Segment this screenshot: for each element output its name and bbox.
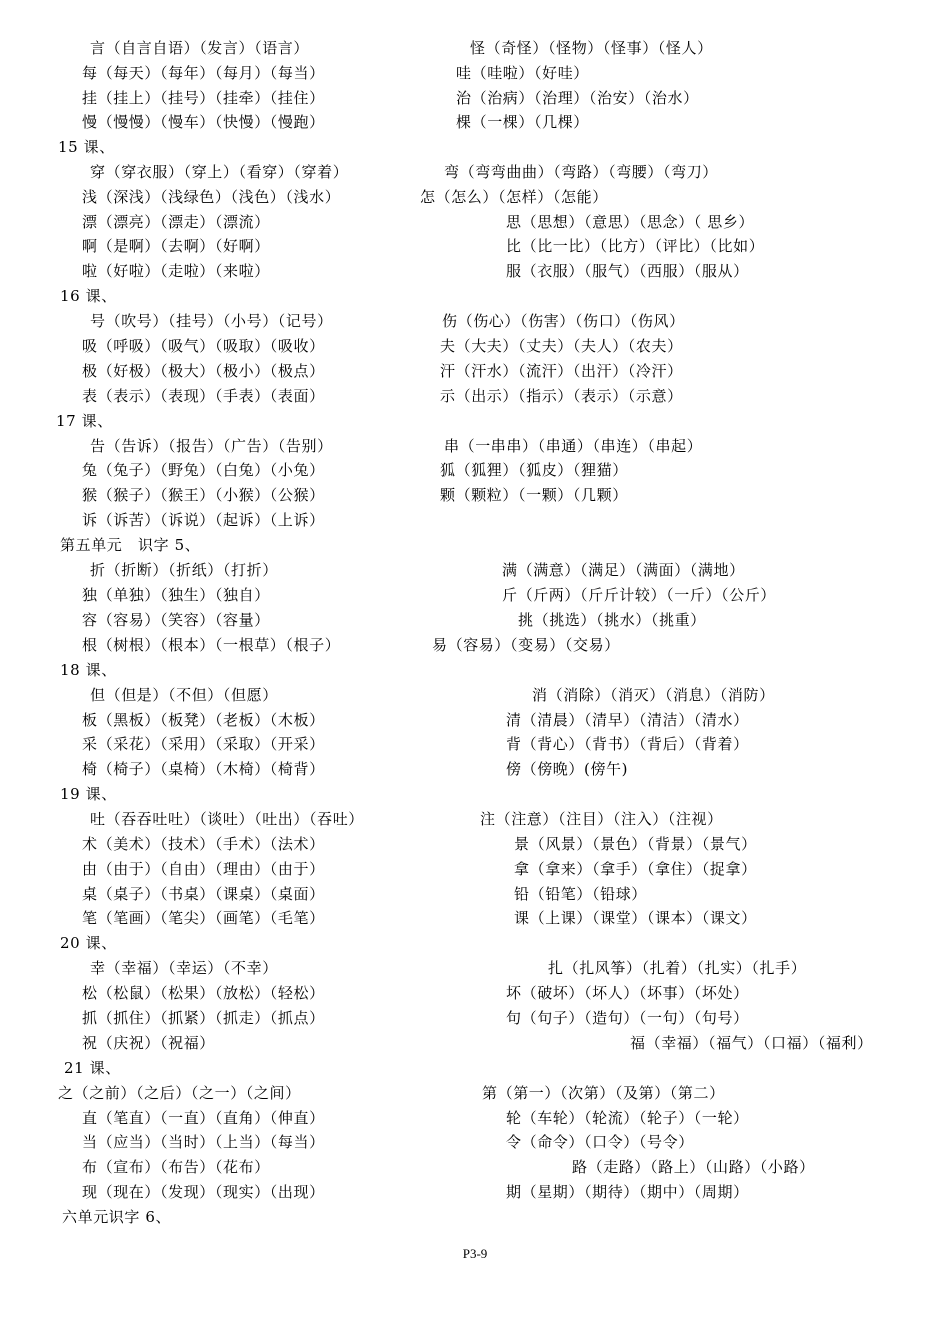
word-entry-left: 之（之前）（之后）（之一）（之间） (58, 1084, 301, 1102)
word-entry-left: 抓（抓住）（抓紧）（抓走）（抓点） (82, 1009, 325, 1027)
word-entry-right: 治（治病）（治理）（治安）（治水） (456, 89, 699, 107)
word-entry-right: 易（容易）（变易）（交易） (432, 636, 620, 654)
word-entry-left: 容（容易）（笑容）（容量） (82, 611, 270, 629)
word-entry-left: 啊（是啊）（去啊）（好啊） (82, 237, 270, 255)
word-entry-left: 兔（兔子）（野兔）（白兔）（小兔） (82, 461, 325, 479)
word-entry-right: 清（清晨）（清早）（清洁）（清水） (506, 711, 749, 729)
word-entry-right: 弯（弯弯曲曲）（弯路）（弯腰）（弯刀） (444, 163, 718, 181)
word-entry-right: 令（命令）（口令）（号令） (506, 1133, 694, 1151)
word-entry-right: 思（思想）（意思）（思念）（ 思乡） (506, 213, 755, 231)
word-entry-right: 注（注意）（注目）（注入）（注视） (480, 810, 723, 828)
word-entry-right: 傍（傍晚）(傍午) (506, 760, 629, 778)
section-heading: 15 课、 (58, 138, 115, 156)
word-entry-right: 服（衣服）（服气）（西服）（服从） (506, 262, 749, 280)
word-entry-left: 采（采花）（采用）（采取）（开采） (82, 735, 325, 753)
section-heading: 19 课、 (60, 785, 117, 803)
page-number: P3-9 (462, 1246, 488, 1261)
word-entry-right: 第（第一）（次第）（及第）（第二） (482, 1084, 725, 1102)
section-heading: 16 课、 (60, 287, 117, 305)
word-entry-left: 啦（好啦）（走啦）（来啦） (82, 262, 270, 280)
word-entry-right: 坏（破坏）（坏人）（坏事）（坏处） (506, 984, 749, 1002)
word-entry-right: 狐（狐狸）（狐皮）（狸猫） (440, 461, 628, 479)
word-entry-right: 怪（奇怪）（怪物）（怪事）（怪人） (470, 39, 713, 57)
word-entry-left: 挂（挂上）（挂号）（挂牵）（挂住） (82, 89, 325, 107)
word-entry-left: 现（现在）（发现）（现实）（出现） (82, 1183, 325, 1201)
word-entry-right: 期（星期）（期待）（期中）（周期） (506, 1183, 749, 1201)
word-entry-left: 布（宣布）（布告）（花布） (82, 1158, 270, 1176)
word-entry-left: 幸（幸福）（幸运）（不幸） (90, 959, 278, 977)
word-entry-left: 吸（呼吸）（吸气）（吸取）（吸收） (82, 337, 325, 355)
section-heading: 20 课、 (60, 934, 117, 952)
word-entry-right: 景（风景）（景色）（背景）（景气） (514, 835, 757, 853)
word-entry-right: 串（一串串）（串通）（串连）（串起） (444, 437, 703, 455)
word-entry-right: 课（上课）（课堂）（课本）（课文） (514, 909, 757, 927)
word-entry-left: 直（笔直）（一直）（直角）（伸直） (82, 1109, 325, 1127)
section-heading: 第五单元 识字 5、 (60, 536, 201, 554)
section-heading: 21 课、 (64, 1059, 121, 1077)
word-entry-right: 伤（伤心）（伤害）（伤口）（伤风） (442, 312, 685, 330)
word-entry-right: 颗（颗粒）（一颗）（几颗） (440, 486, 628, 504)
word-entry-left: 笔（笔画）（笔尖）（画笔）（毛笔） (82, 909, 325, 927)
word-entry-right: 怎（怎么）（怎样）（怎能） (420, 188, 608, 206)
word-entry-right: 轮（车轮）（轮流）（轮子）（一轮） (506, 1109, 749, 1127)
word-entry-left: 告（告诉）（报告）（广告）（告别） (90, 437, 333, 455)
word-entry-right: 满（满意）（满足）（满面）（满地） (502, 561, 745, 579)
word-entry-right: 挑（挑选）（挑水）（挑重） (518, 611, 706, 629)
word-entry-right: 铅（铅笔）（铅球） (514, 885, 647, 903)
word-entry-left: 术（美术）（技术）（手术）（法术） (82, 835, 325, 853)
word-entry-left: 但（但是）（不但）（但愿） (90, 686, 278, 704)
word-entry-left: 独（单独）（独生）（独自） (82, 586, 270, 604)
word-entry-right: 扎（扎风筝）（扎着）（扎实）（扎手） (548, 959, 807, 977)
word-entry-right: 背（背心）（背书）（背后）（背着） (506, 735, 749, 753)
word-entry-left: 慢（慢慢）（慢车）（快慢）（慢跑） (82, 113, 325, 131)
word-entry-right: 示（出示）（指示）（表示）（示意） (440, 387, 683, 405)
section-heading: 六单元识字 6、 (62, 1208, 172, 1226)
word-entry-left: 漂（漂亮）（漂走）（漂流） (82, 213, 270, 231)
word-entry-left: 椅（椅子）（桌椅）（木椅）（椅背） (82, 760, 325, 778)
word-entry-left: 穿（穿衣服）（穿上）（看穿）（穿着） (90, 163, 349, 181)
word-entry-right: 哇（哇啦）（好哇） (456, 64, 589, 82)
word-entry-left: 猴（猴子）（猴王）（小猴）（公猴） (82, 486, 325, 504)
word-entry-left: 由（由于）（自由）（理由）（由于） (82, 860, 325, 878)
word-entry-left: 折（折断）（折纸）（打折） (90, 561, 278, 579)
word-entry-left: 板（黑板）（板凳）（老板）（木板） (82, 711, 325, 729)
word-entry-left: 表（表示）（表现）（手表）（表面） (82, 387, 325, 405)
word-entry-left: 松（松鼠）（松果）（放松）（轻松） (82, 984, 325, 1002)
word-entry-left: 每（每天）（每年）（每月）（每当） (82, 64, 325, 82)
word-entry-left: 浅（深浅）（浅绿色）（浅色）（浅水） (82, 188, 341, 206)
word-entry-right: 路（走路）（路上）（山路）（小路） (572, 1158, 815, 1176)
word-entry-right: 夫（大夫）（丈夫）（夫人）（农夫） (440, 337, 683, 355)
word-entry-left: 祝（庆祝）（祝福） (82, 1034, 215, 1052)
word-entry-right: 拿（拿来）（拿手）（拿住）（捉拿） (514, 860, 757, 878)
word-entry-left: 吐（吞吞吐吐）（谈吐）（吐出）（吞吐） (90, 810, 364, 828)
word-entry-left: 根（树根）（根本）（一根草）（根子） (82, 636, 341, 654)
word-entry-right: 消（消除）（消灭）（消息）（消防） (532, 686, 775, 704)
word-entry-right: 斤（斤两）（斤斤计较）（一斤）（公斤） (502, 586, 776, 604)
word-entry-right: 比（比一比）（比方）（评比）（比如） (506, 237, 765, 255)
word-entry-left: 诉（诉苦）（诉说）（起诉）（上诉） (82, 511, 325, 529)
word-entry-right: 汗（汗水）（流汗）（出汗）（冷汗） (440, 362, 683, 380)
word-entry-left: 言（自言自语）（发言）（语言） (90, 39, 310, 57)
word-entry-left: 极（好极）（极大）（极小）（极点） (82, 362, 325, 380)
word-entry-left: 当（应当）（当时）（上当）（每当） (82, 1133, 325, 1151)
word-entry-left: 号（吹号）（挂号）（小号）（记号） (90, 312, 333, 330)
word-entry-right: 句（句子）（造句）（一句）（句号） (506, 1009, 749, 1027)
word-entry-left: 桌（桌子）（书桌）（课桌）（桌面） (82, 885, 325, 903)
word-entry-right: 福（幸福）（福气）（口福）（福利） (630, 1034, 873, 1052)
word-entry-right: 棵（一棵）（几棵） (456, 113, 589, 131)
section-heading: 18 课、 (60, 661, 117, 679)
section-heading: 17 课、 (56, 412, 113, 430)
